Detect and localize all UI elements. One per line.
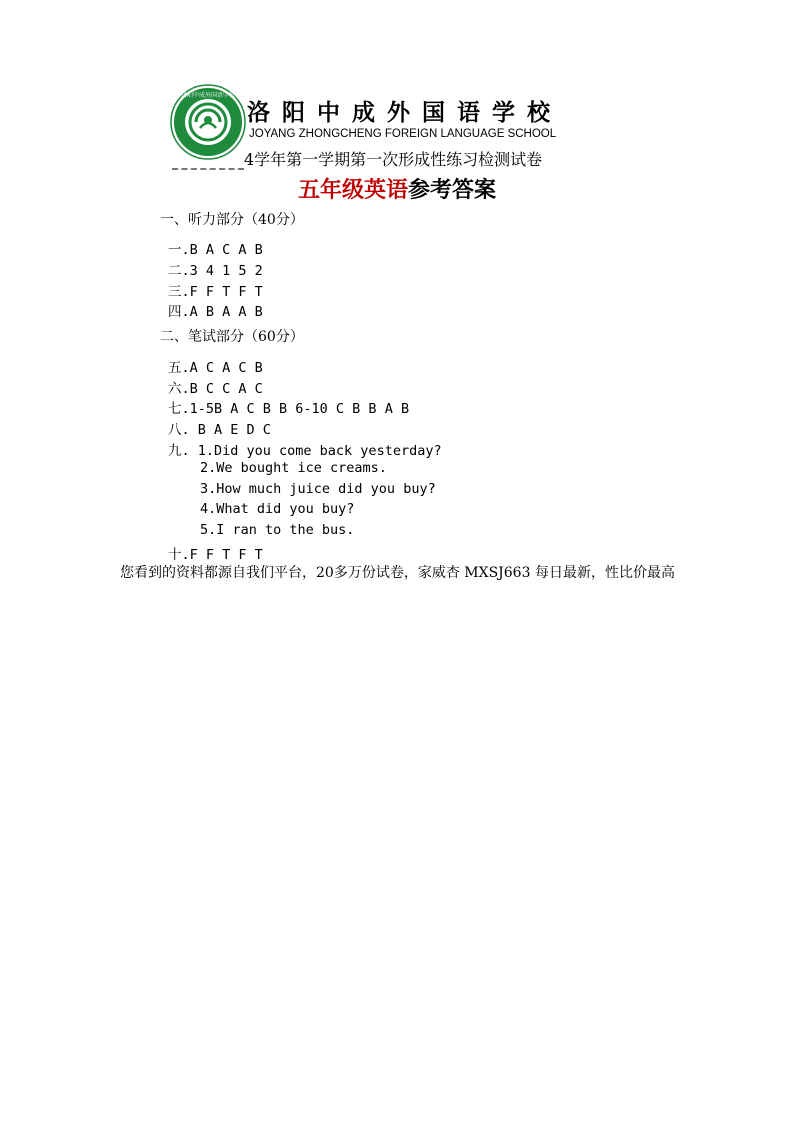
section-writing: 二、笔试部分（60分）	[160, 329, 304, 345]
answer-line: 一.B A C A B	[168, 242, 263, 258]
exam-title-text: 4学年第一学期第一次形成性练习检测试卷	[244, 150, 543, 169]
answer-line: 九. 1.Did you come back yesterday?	[168, 443, 442, 459]
answer-line: 2.We bought ice creams.	[200, 460, 387, 476]
answer-line: 七.1-5B A C B B 6-10 C B B A B	[168, 401, 410, 417]
school-name-en: JOYANG ZHONGCHENG FOREIGN LANGUAGE SCHOOL	[249, 128, 557, 140]
answer-title-grade: 五年级英语	[297, 177, 408, 203]
section-listening: 一、听力部分（40分）	[160, 212, 304, 228]
svg-text:洛阳中成外国语学校: 洛阳中成外国语学校	[180, 92, 236, 99]
answer-line: 3.How much juice did you buy?	[200, 481, 436, 497]
answer-line: 十.F F T F T	[168, 547, 263, 563]
footer-note: 您看到的资料都源自我们平台，20多万份试卷，家威杏 MXSJ663 每日最新，性比价最高	[120, 565, 675, 581]
answer-line: 三.F F T F T	[168, 284, 263, 300]
answer-line: 五.A C A C B	[168, 360, 263, 376]
answer-line: 六.B C C A C	[168, 381, 263, 397]
answer-line: 二.3 4 1 5 2	[168, 263, 263, 279]
exam-title	[172, 147, 542, 170]
school-name-cn: 洛阳中成外国语学校	[247, 100, 562, 126]
answer-line: 八. B A E D C	[168, 422, 271, 438]
answer-title-label: 参考答案	[408, 177, 497, 203]
answer-line: 5.I ran to the bus.	[200, 522, 355, 538]
answer-line: 4.What did you buy?	[200, 501, 355, 517]
answer-title	[0, 173, 794, 204]
answer-line: 四.A B A A B	[168, 304, 263, 320]
obscured-year	[172, 155, 244, 167]
